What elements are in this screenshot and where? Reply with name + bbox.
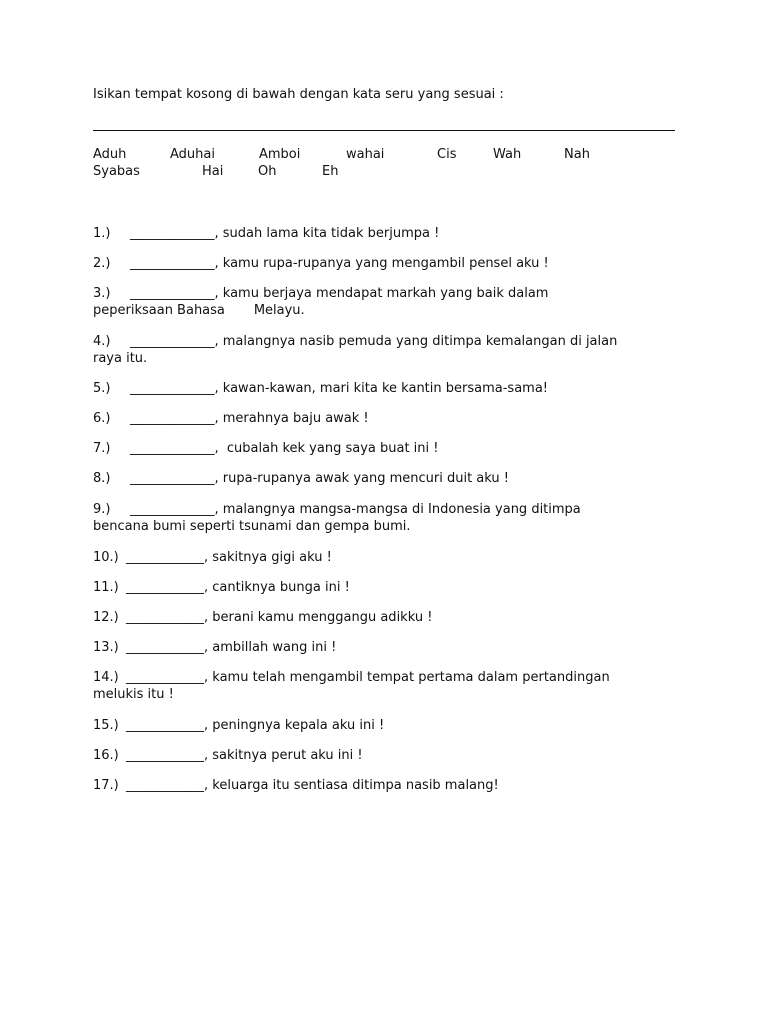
question-text: , cantiknya bunga ini ! xyxy=(204,580,350,595)
question-item xyxy=(93,285,683,319)
answer-blank: _____________ xyxy=(130,441,215,456)
answer-blank: _____________ xyxy=(130,286,215,301)
question-text: , malangnya mangsa-mangsa di Indonesia yang ditimpa xyxy=(214,502,581,517)
question-number: 16.) xyxy=(93,748,119,763)
word-bank-item: Amboi xyxy=(259,147,301,162)
question-text-continued: raya itu. xyxy=(93,351,148,366)
answer-blank: ____________ xyxy=(126,640,204,655)
question-item xyxy=(93,501,683,535)
question-text: , sakitnya gigi aku ! xyxy=(204,550,332,565)
question-number: 1.) xyxy=(93,226,111,241)
question-item xyxy=(93,777,683,794)
answer-blank: ____________ xyxy=(126,550,204,565)
answer-blank: _____________ xyxy=(130,334,215,349)
question-text: , rupa-rupanya awak yang mencuri duit aku ! xyxy=(214,471,509,486)
question-number: 6.) xyxy=(93,411,111,426)
question-number: 14.) xyxy=(93,670,119,685)
question-text: , sakitnya perut aku ini ! xyxy=(204,748,363,763)
question-number: 11.) xyxy=(93,580,119,595)
word-bank-item: Wah xyxy=(493,147,522,162)
question-text: , merahnya baju awak ! xyxy=(214,411,369,426)
word-bank-item: Eh xyxy=(322,164,339,179)
question-number: 4.) xyxy=(93,334,111,349)
question-number: 7.) xyxy=(93,441,111,456)
question-item xyxy=(93,255,683,272)
answer-blank: ____________ xyxy=(126,580,204,595)
question-number: 10.) xyxy=(93,550,119,565)
question-item xyxy=(93,380,683,397)
question-item xyxy=(93,410,683,427)
question-text: , peningnya kepala aku ini ! xyxy=(204,718,385,733)
question-number: 2.) xyxy=(93,256,111,271)
answer-blank: _____________ xyxy=(130,502,215,517)
answer-blank: ____________ xyxy=(126,778,204,793)
answer-blank: _____________ xyxy=(130,256,215,271)
question-text: , ambillah wang ini ! xyxy=(204,640,337,655)
question-text-continued: melukis itu ! xyxy=(93,687,174,702)
question-number: 13.) xyxy=(93,640,119,655)
answer-blank: ____________ xyxy=(126,748,204,763)
question-text: , berani kamu menggangu adikku ! xyxy=(204,610,433,625)
question-text: , malangnya nasib pemuda yang ditimpa kemalangan di jalan xyxy=(214,334,618,349)
question-number: 17.) xyxy=(93,778,119,793)
question-item xyxy=(93,609,683,626)
question-number: 12.) xyxy=(93,610,119,625)
question-text-continued: peperiksaan Bahasa Melayu. xyxy=(93,303,305,318)
answer-blank: _____________ xyxy=(130,381,215,396)
question-text: , cubalah kek yang saya buat ini ! xyxy=(214,441,439,456)
question-item xyxy=(93,470,683,487)
question-item xyxy=(93,669,683,703)
question-item xyxy=(93,717,683,734)
question-text: , kamu rupa-rupanya yang mengambil pensel aku ! xyxy=(214,256,549,271)
question-text: , kamu telah mengambil tempat pertama dalam pertandingan xyxy=(204,670,610,685)
word-bank-item: Hai xyxy=(202,164,224,179)
answer-blank: ____________ xyxy=(126,610,204,625)
question-number: 3.) xyxy=(93,286,111,301)
question-text: , sudah lama kita tidak berjumpa ! xyxy=(214,226,440,241)
question-number: 15.) xyxy=(93,718,119,733)
question-item xyxy=(93,333,683,367)
answer-blank: _____________ xyxy=(130,471,215,486)
word-bank-item: Oh xyxy=(258,164,277,179)
answer-blank: ____________ xyxy=(126,718,204,733)
question-item xyxy=(93,747,683,764)
question-number: 5.) xyxy=(93,381,111,396)
word-bank-item: Cis xyxy=(437,147,457,162)
word-bank-item: Aduh xyxy=(93,147,127,162)
question-text: , kamu berjaya mendapat markah yang baik dalam xyxy=(214,286,549,301)
word-bank-item: wahai xyxy=(346,147,385,162)
question-item xyxy=(93,549,683,566)
answer-blank: ____________ xyxy=(126,670,204,685)
question-item xyxy=(93,579,683,596)
question-text: , kawan-kawan, mari kita ke kantin bersama-sama! xyxy=(214,381,548,396)
question-item xyxy=(93,225,683,242)
word-bank-item: Aduhai xyxy=(170,147,215,162)
instruction-text: Isikan tempat kosong di bawah dengan kata seru yang sesuai : xyxy=(93,87,504,102)
question-number: 8.) xyxy=(93,471,111,486)
answer-blank: _____________ xyxy=(130,411,215,426)
word-bank-item: Syabas xyxy=(93,164,140,179)
answer-blank: _____________ xyxy=(130,226,215,241)
question-text-continued: bencana bumi seperti tsunami dan gempa bumi. xyxy=(93,519,411,534)
question-number: 9.) xyxy=(93,502,111,517)
question-item xyxy=(93,440,683,457)
divider-line xyxy=(93,130,675,131)
question-text: , keluarga itu sentiasa ditimpa nasib malang! xyxy=(204,778,499,793)
question-item xyxy=(93,639,683,656)
word-bank-item: Nah xyxy=(564,147,590,162)
